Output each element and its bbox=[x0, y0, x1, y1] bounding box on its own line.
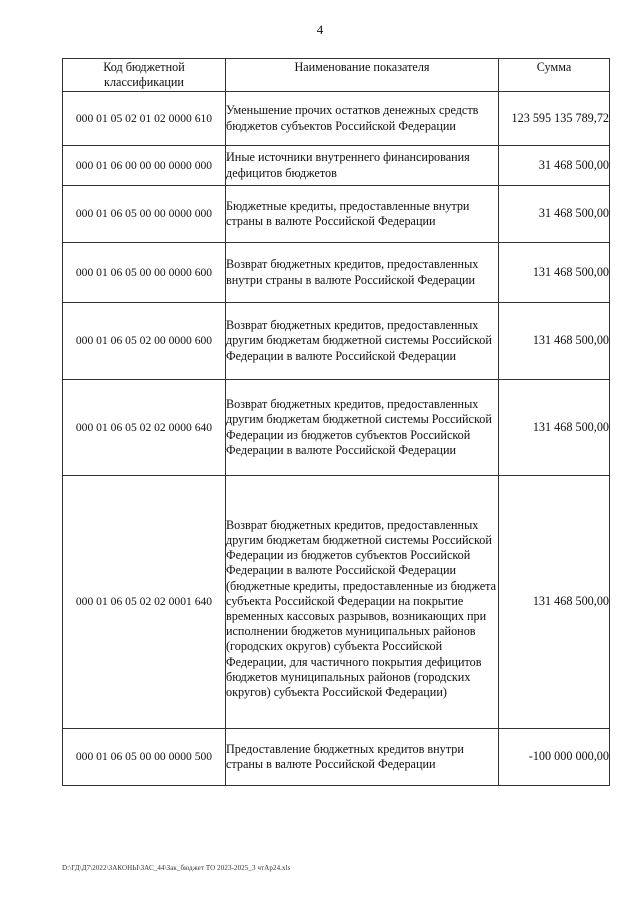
row-name: Иные источники внутреннего финансирования дефицитов бюджетов bbox=[226, 146, 499, 186]
row-sum: 131 468 500,00 bbox=[499, 476, 610, 729]
row-name: Предоставление бюджетных кредитов внутри страны в валюте Российской Федерации bbox=[226, 729, 499, 786]
row-sum: 123 595 135 789,72 bbox=[499, 92, 610, 146]
table-row bbox=[63, 729, 610, 786]
table-row bbox=[63, 380, 610, 476]
table-row bbox=[63, 303, 610, 380]
row-code: 000 01 06 05 02 02 0001 640 bbox=[63, 476, 226, 729]
row-name: Возврат бюджетных кредитов, предоставленных другим бюджетам бюджетной системы Российской Федерации из бюджетов субъектов Российской Федерации в валюте Российской Федерации (бюджетные кредиты, предоставленные из бюджета субъекта Российской Федерации на покрытие временных кассовых разрывов, возникающих при исполнении бюджетов муниципальных районов (городских округов) субъекта Российской Федерации, для частичного покрытия дефицитов бюджетов муниципальных районов (городских округов) субъекта Российской Федерации) bbox=[226, 476, 499, 729]
header-code: Код бюджетной классификации bbox=[63, 59, 226, 92]
row-sum: 131 468 500,00 bbox=[499, 243, 610, 303]
row-code: 000 01 06 00 00 00 0000 000 bbox=[63, 146, 226, 186]
header-sum: Сумма bbox=[499, 59, 610, 92]
row-code: 000 01 06 05 02 00 0000 600 bbox=[63, 303, 226, 380]
row-sum: -100 000 000,00 bbox=[499, 729, 610, 786]
header-name: Наименование показателя bbox=[226, 59, 499, 92]
row-code: 000 01 06 05 00 00 0000 000 bbox=[63, 186, 226, 243]
row-name: Бюджетные кредиты, предоставленные внутри страны в валюте Российской Федерации bbox=[226, 186, 499, 243]
row-sum: 31 468 500,00 bbox=[499, 146, 610, 186]
table-header-row bbox=[63, 59, 610, 92]
row-name: Уменьшение прочих остатков денежных средств бюджетов субъектов Российской Федерации bbox=[226, 92, 499, 146]
table-row bbox=[63, 476, 610, 729]
file-path-footer: D:\ГД\Д7\2022\ЗАКОНЫ\ЗАС_44\Зак_бюджет ТО 2023-2025_3 чтАр24.xls bbox=[62, 864, 291, 872]
row-name: Возврат бюджетных кредитов, предоставленных другим бюджетам бюджетной системы Российской Федерации в валюте Российской Федерации bbox=[226, 303, 499, 380]
budget-sources-table bbox=[62, 58, 610, 786]
row-code: 000 01 06 05 00 00 0000 600 bbox=[63, 243, 226, 303]
row-code: 000 01 06 05 02 02 0000 640 bbox=[63, 380, 226, 476]
row-sum: 131 468 500,00 bbox=[499, 380, 610, 476]
table-row bbox=[63, 146, 610, 186]
row-name: Возврат бюджетных кредитов, предоставленных внутри страны в валюте Российской Федерации bbox=[226, 243, 499, 303]
row-code: 000 01 06 05 00 00 0000 500 bbox=[63, 729, 226, 786]
table-row bbox=[63, 92, 610, 146]
row-code: 000 01 05 02 01 02 0000 610 bbox=[63, 92, 226, 146]
page-number: 4 bbox=[316, 22, 324, 37]
table-row bbox=[63, 243, 610, 303]
table-row bbox=[63, 186, 610, 243]
row-name: Возврат бюджетных кредитов, предоставленных другим бюджетам бюджетной системы Российской Федерации из бюджетов субъектов Российской Федерации в валюте Российской Федерации bbox=[226, 380, 499, 476]
row-sum: 131 468 500,00 bbox=[499, 303, 610, 380]
row-sum: 31 468 500,00 bbox=[499, 186, 610, 243]
